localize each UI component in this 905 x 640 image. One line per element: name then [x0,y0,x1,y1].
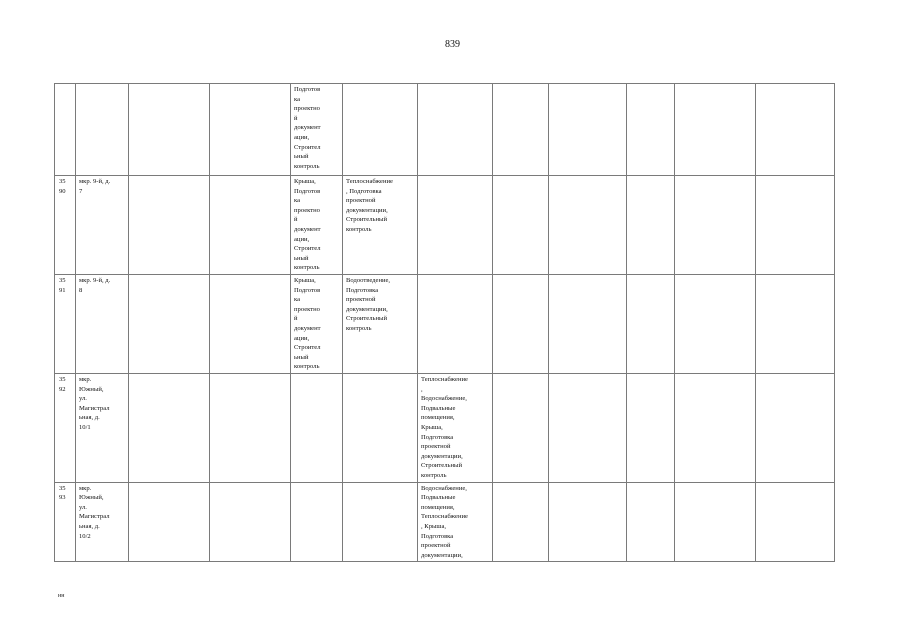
works-cell [291,374,343,483]
table-row [55,176,835,275]
table-row [55,275,835,374]
works-cell [418,84,493,176]
works-cell: Теплоснабжение , Водоснабжение, Подвальные помещения, Крыша, Подготовка проектной документации, Строительный контроль [418,374,493,483]
row-number: 35 92 [55,374,76,483]
work-schedule-table [54,83,835,562]
row-number: 35 90 [55,176,76,275]
table-row [55,482,835,562]
table-cell [675,275,756,374]
table-cell [129,176,210,275]
table-cell [493,482,549,562]
table-cell [675,84,756,176]
address-cell: мкр. 9-й, д. 7 [76,176,129,275]
works-cell [343,374,418,483]
table-cell [210,482,291,562]
table-cell [129,374,210,483]
works-cell [343,482,418,562]
table-cell [627,275,675,374]
table-cell [549,374,627,483]
address-cell: мкр. 9-й, д. 8 [76,275,129,374]
works-cell: Крыша, Подготов ка проектно й документ ации, Строител ьный контроль [291,275,343,374]
works-cell: Теплоснабжение , Подготовка проектной документации, Строительный контроль [343,176,418,275]
table-row [55,84,835,176]
table-cell [493,374,549,483]
table-cell [493,84,549,176]
table-cell [675,482,756,562]
table-cell [675,374,756,483]
address-cell [76,84,129,176]
table-cell [493,176,549,275]
table-cell [756,374,835,483]
table-cell [549,176,627,275]
table-cell [493,275,549,374]
works-cell [418,176,493,275]
table-row [55,374,835,483]
works-cell: Крыша, Подготов ка проектно й документ ации, Строител ьный контроль [291,176,343,275]
footer-mark: нн [58,593,65,599]
table-cell [627,374,675,483]
table-cell [549,275,627,374]
works-cell: Подготов ка проектно й документ ации, Строител ьный контроль [291,84,343,176]
table-cell [210,84,291,176]
table-cell [129,84,210,176]
page-number: 839 [445,39,460,50]
works-cell [291,482,343,562]
table-cell [129,482,210,562]
table-cell [756,275,835,374]
row-number: 35 91 [55,275,76,374]
works-cell [418,275,493,374]
row-number: 35 93 [55,482,76,562]
table-cell [210,275,291,374]
works-cell [343,84,418,176]
table-cell [129,275,210,374]
table-cell [675,176,756,275]
table-cell [627,84,675,176]
address-cell: мкр. Южный, ул. Магистрал ьная, д. 10/2 [76,482,129,562]
works-cell: Водоотведение, Подготовка проектной документации, Строительный контроль [343,275,418,374]
table-cell [756,176,835,275]
table-cell [210,176,291,275]
table-cell [549,482,627,562]
table-cell [756,84,835,176]
table-cell [210,374,291,483]
address-cell: мкр. Южный, ул. Магистрал ьная, д. 10/1 [76,374,129,483]
row-number [55,84,76,176]
table-cell [549,84,627,176]
table-cell [756,482,835,562]
table-cell [627,482,675,562]
table-cell [627,176,675,275]
works-cell: Водоснабжение, Подвальные помещения, Теплоснабжение , Крыша, Подготовка проектной документации, [418,482,493,562]
